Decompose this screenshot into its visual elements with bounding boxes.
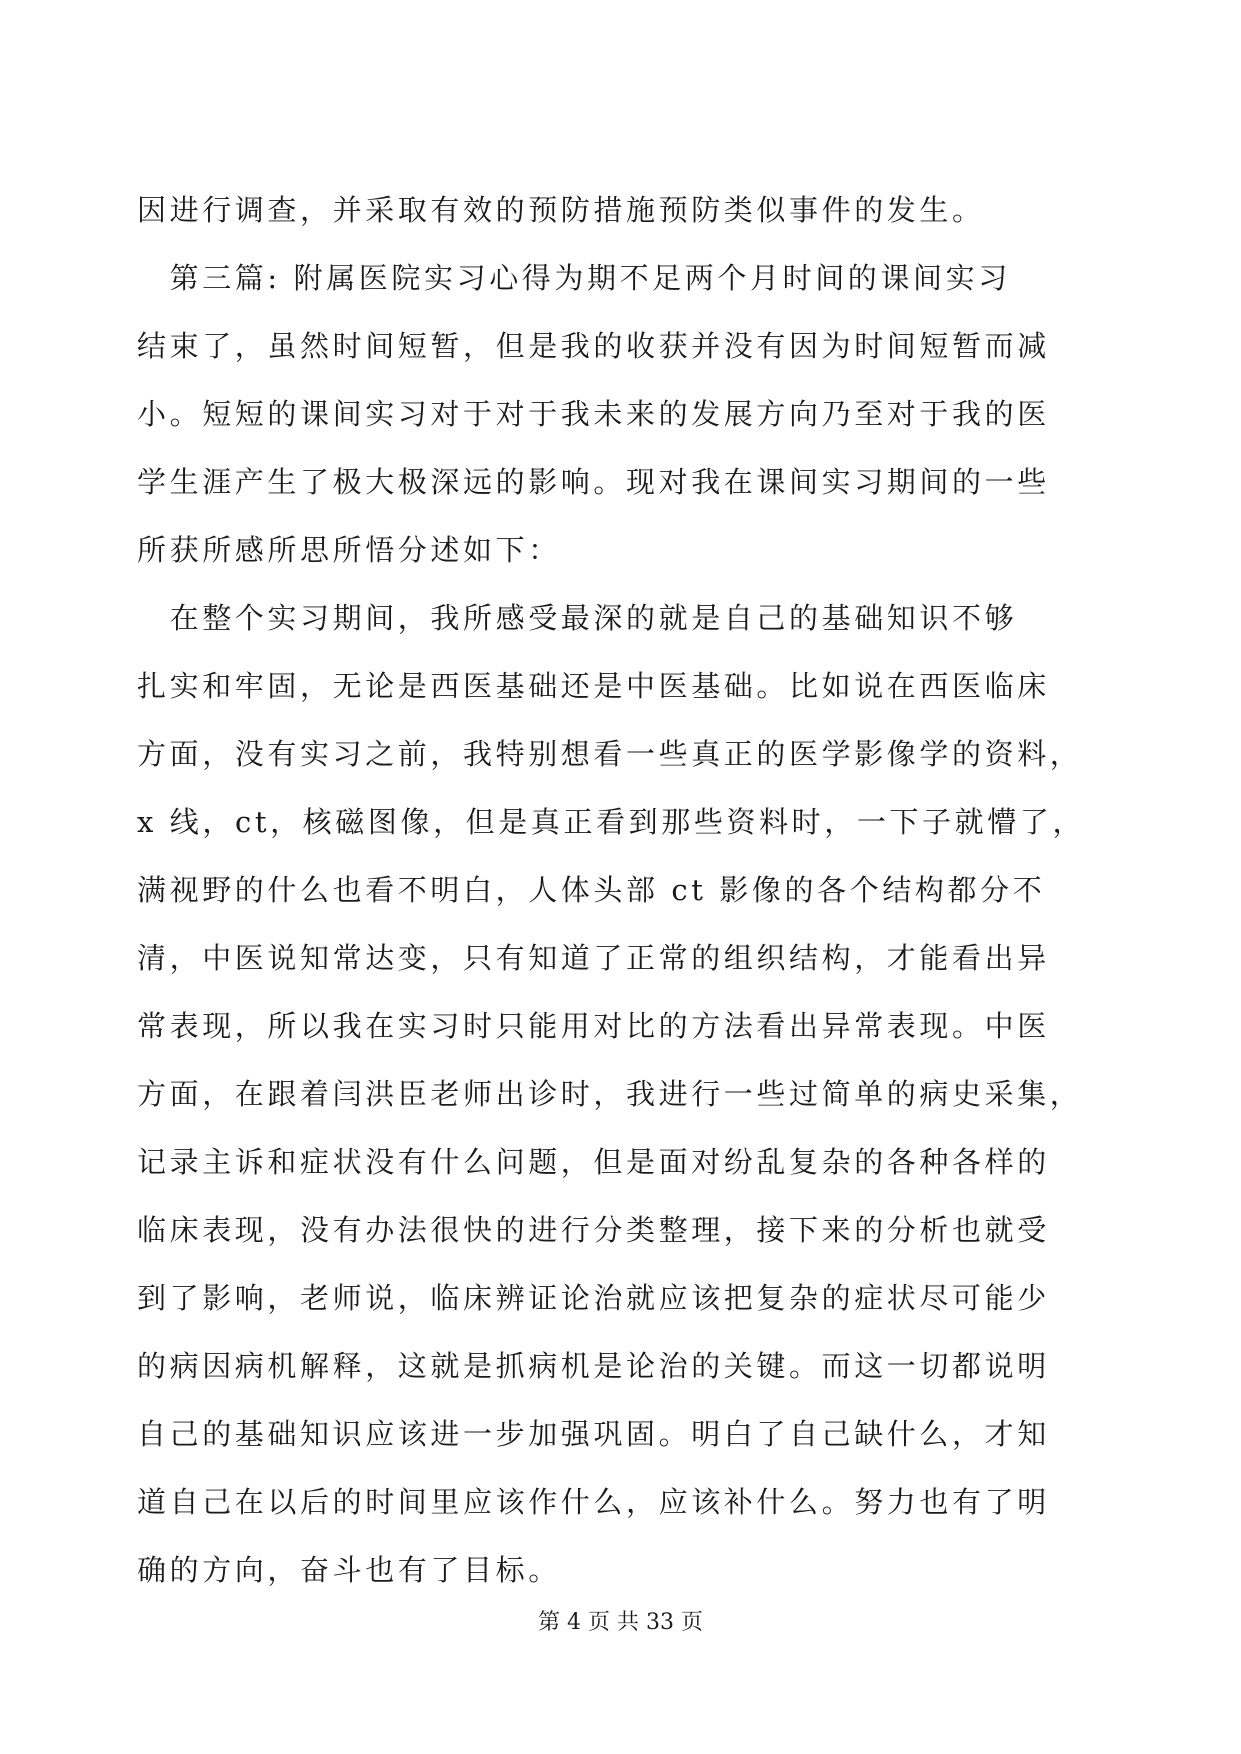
text-line: 扎实和牢固，无论是西医基础还是中医基础。比如说在西医临床 — [137, 669, 1050, 703]
text-line: 道自己在以后的时间里应该作什么，应该补什么。努力也有了明 — [137, 1485, 1050, 1519]
text-line: 学生涯产生了极大极深远的影响。现对我在课间实习期间的一些 — [137, 465, 1050, 499]
text-line: 结束了，虽然时间短暂，但是我的收获并没有因为时间短暂而减 — [137, 329, 1050, 363]
text-line: 临床表现，没有办法很快的进行分类整理，接下来的分析也就受 — [137, 1213, 1050, 1247]
text-line: 清，中医说知常达变，只有知道了正常的组织结构，才能看出异 — [137, 941, 1050, 975]
text-line: 常表现，所以我在实习时只能用对比的方法看出异常表现。中医 — [137, 1009, 1050, 1043]
text-line: 因进行调查，并采取有效的预防措施预防类似事件的发生。 — [137, 193, 985, 227]
text-line: 满视野的什么也看不明白，人体头部 ct 影像的各个结构都分不 — [137, 873, 1046, 907]
text-line: 方面，在跟着闫洪臣老师出诊时，我进行一些过简单的病史采集， — [137, 1077, 1083, 1111]
text-line: 方面，没有实习之前，我特别想看一些真正的医学影像学的资料， — [137, 737, 1083, 771]
text-line: 小。短短的课间实习对于对于我未来的发展方向乃至对于我的医 — [137, 397, 1050, 431]
text-line: 到了影响，老师说，临床辨证论治就应该把复杂的症状尽可能少 — [137, 1281, 1050, 1315]
text-line: 自己的基础知识应该进一步加强巩固。明白了自己缺什么，才知 — [137, 1417, 1050, 1451]
text-line: 的病因病机解释，这就是抓病机是论治的关键。而这一切都说明 — [137, 1349, 1050, 1383]
text-line: 记录主诉和症状没有什么问题，但是面对纷乱复杂的各种各样的 — [137, 1145, 1050, 1179]
text-line: 确的方向，奋斗也有了目标。 — [137, 1553, 561, 1587]
text-line: x 线，ct，核磁图像，但是真正看到那些资料时，一下子就懵了， — [137, 805, 1086, 839]
text-line: 第三篇: 附属医院实习心得为期不足两个月时间的课间实习 — [137, 261, 1011, 295]
text-line: 在整个实习期间，我所感受最深的就是自己的基础知识不够 — [137, 601, 1018, 635]
page-footer: 第 4 页 共 33 页 — [538, 1610, 703, 1635]
text-line: 所获所感所思所悟分述如下： — [137, 533, 561, 567]
